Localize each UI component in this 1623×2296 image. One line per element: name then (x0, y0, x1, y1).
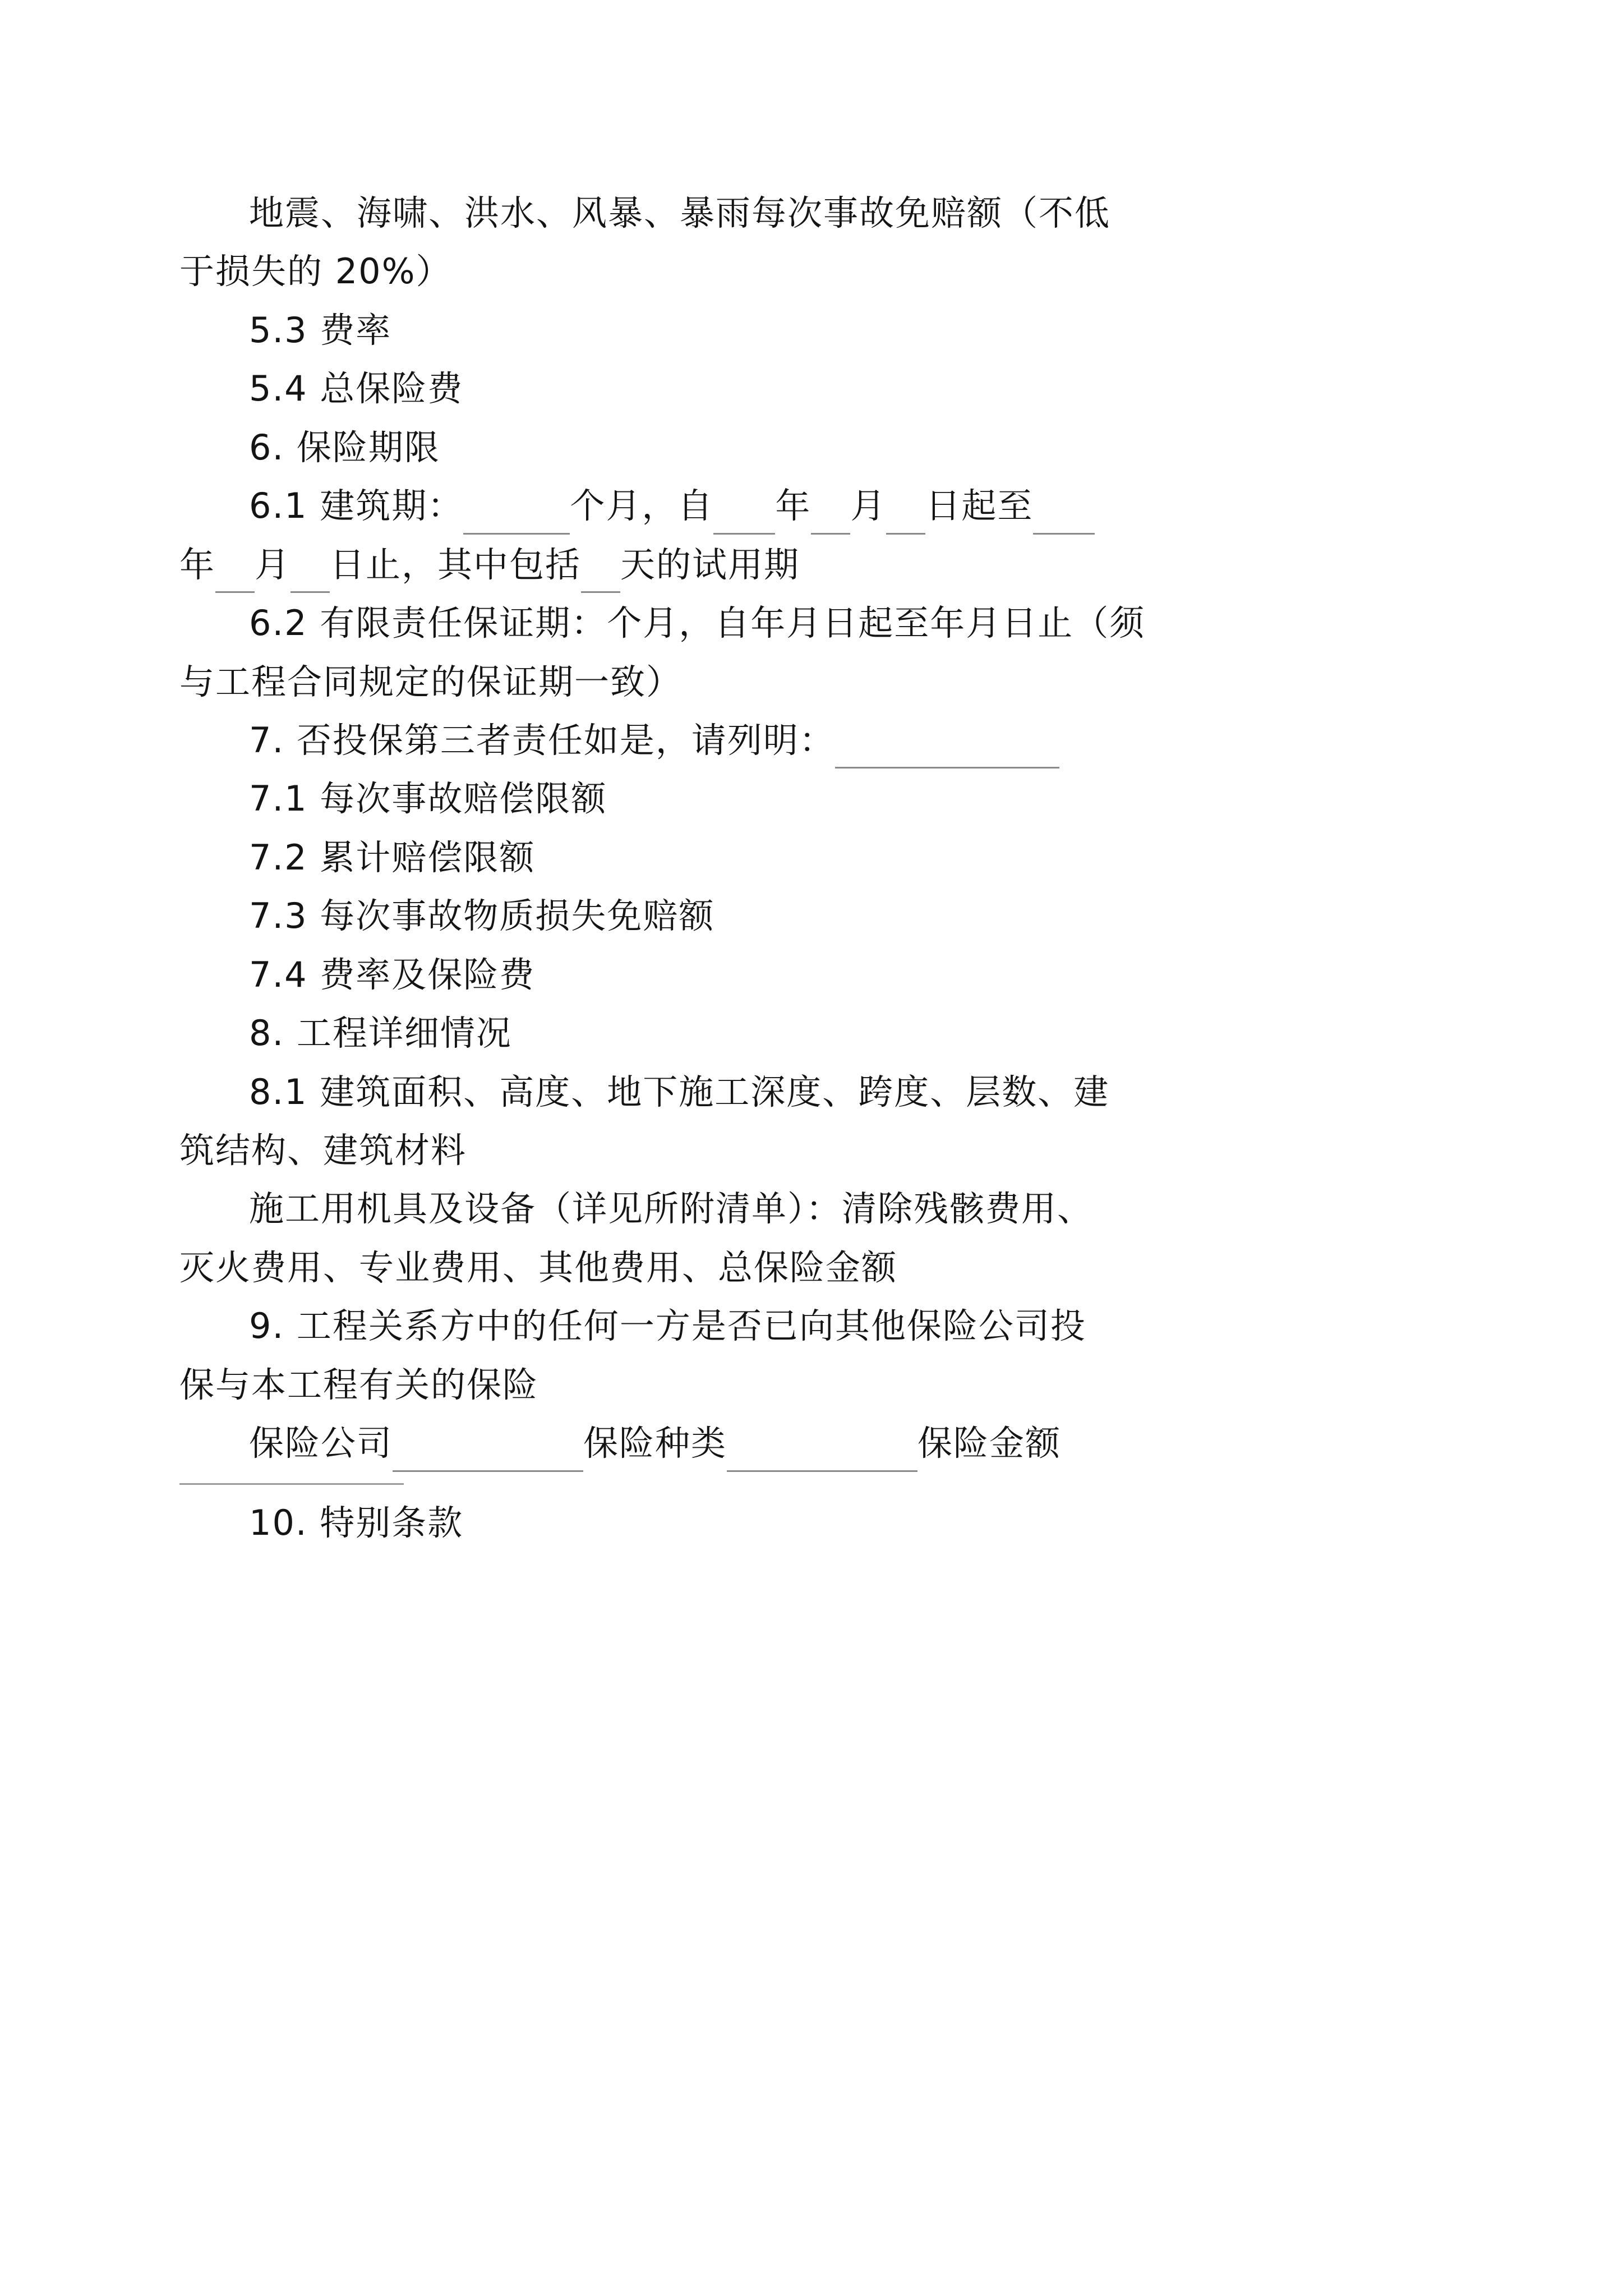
paragraph-construction-equipment-continued (179, 1240, 1455, 1296)
text-run: 7.3 每次事故物质损失免赔额 (249, 895, 715, 937)
paragraph-earthquake-deductible-continued (179, 243, 1455, 300)
text-run: 8. 工程详细情况 (249, 1013, 512, 1054)
paragraph-9-other-insurers (179, 1298, 1455, 1354)
text-run: 7. 否投保第三者责任如是，请列明： (249, 719, 835, 761)
text-run: 7.2 累计赔偿限额 (249, 836, 536, 878)
paragraph-7-1-per-accident-limit (179, 771, 1455, 827)
document-body (179, 185, 1455, 1551)
text-run: 筑结构、建筑材料 (179, 1130, 467, 1171)
text-run: 年 (775, 485, 811, 527)
text-run: 6.1 建筑期： (249, 485, 464, 527)
paragraph-6-1-construction-period (179, 478, 1455, 534)
text-run: 施工用机具及设备（详见所附清单）：清除残骸费用、 (249, 1188, 1094, 1230)
paragraph-8-1-building-area (179, 1064, 1455, 1120)
paragraph-6-1-construction-period-continued (179, 537, 1455, 593)
text-run: 个月，自 (570, 485, 714, 527)
paragraph-7-3-property-damage-deductible (179, 888, 1455, 944)
fill-in-blank[interactable] (835, 734, 1059, 769)
text-run: 保险金额 (917, 1423, 1062, 1464)
text-run: 地震、海啸、洪水、风暴、暴雨每次事故免赔额（不低 (249, 192, 1111, 233)
text-run: 7.1 每次事故赔偿限额 (249, 778, 607, 820)
paragraph-6-2-warranty-period-continued (179, 654, 1455, 710)
paragraph-10-special-clauses (179, 1495, 1455, 1551)
paragraph-construction-equipment (179, 1181, 1455, 1237)
fill-in-blank[interactable] (727, 1437, 917, 1472)
text-run: 8.1 建筑面积、高度、地下施工深度、跨度、层数、建 (249, 1071, 1110, 1112)
text-run: 6.2 有限责任保证期：个月，自年月日起至年月日止（须 (249, 602, 1146, 644)
paragraph-7-2-aggregate-limit (179, 830, 1455, 886)
fill-in-blank[interactable] (581, 558, 620, 593)
fill-in-blank[interactable] (215, 558, 255, 593)
paragraph-earthquake-deductible (179, 185, 1455, 241)
paragraph-insurance-company-fields (179, 1415, 1455, 1471)
text-run: 天的试用期 (620, 544, 800, 585)
text-run: 日止，其中包括 (330, 544, 582, 585)
paragraph-6-2-warranty-period (179, 595, 1455, 651)
text-run: 日起至 (925, 485, 1034, 527)
text-run: 与工程合同规定的保证期一致） (179, 661, 683, 702)
text-run: 月 (255, 544, 291, 585)
paragraph-9-other-insurers-continued (179, 1357, 1455, 1413)
paragraph-insurance-amount-blank (179, 1478, 1455, 1485)
text-run: 10. 特别条款 (249, 1502, 464, 1543)
fill-in-blank[interactable] (463, 500, 570, 535)
blank-underline (179, 1478, 404, 1485)
fill-in-blank[interactable] (393, 1437, 583, 1472)
paragraph-8-1-building-area-continued (179, 1122, 1455, 1179)
text-run: 7.4 费率及保险费 (249, 954, 536, 995)
fill-in-blank[interactable] (291, 558, 330, 593)
fill-in-blank[interactable] (886, 500, 925, 535)
text-run: 5.4 总保险费 (249, 368, 464, 409)
paragraph-5-4-total-premium (179, 361, 1455, 417)
paragraph-6-insurance-period (179, 420, 1455, 476)
text-run: 6. 保险期限 (249, 426, 440, 468)
text-run: 灭火费用、专业费用、其他费用、总保险金额 (179, 1246, 898, 1288)
text-run: 5.3 费率 (249, 309, 392, 351)
text-run: 保险种类 (583, 1423, 727, 1464)
text-run: 保与本工程有关的保险 (179, 1364, 539, 1405)
paragraph-7-third-party-liability (179, 712, 1455, 769)
fill-in-blank[interactable] (1033, 500, 1095, 535)
paragraph-5-3-rate (179, 302, 1455, 358)
paragraph-7-4-rate-and-premium (179, 947, 1455, 1003)
fill-in-blank[interactable] (811, 500, 850, 535)
text-run: 于损失的 20%） (179, 251, 452, 292)
text-run: 月 (850, 485, 887, 527)
text-run: 9. 工程关系方中的任何一方是否已向其他保险公司投 (249, 1305, 1086, 1347)
text-run: 年 (179, 544, 216, 585)
paragraph-8-project-details (179, 1005, 1455, 1061)
fill-in-blank[interactable] (713, 500, 775, 535)
text-run: 保险公司 (249, 1423, 393, 1464)
